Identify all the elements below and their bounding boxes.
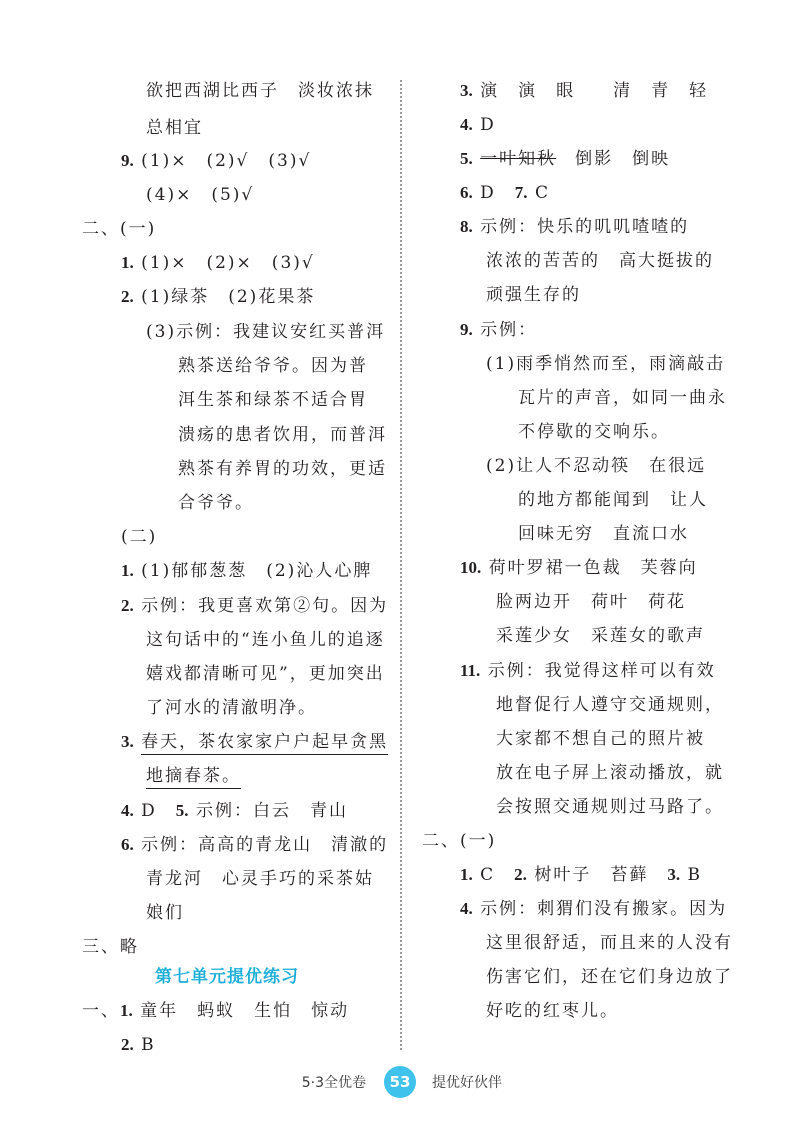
answer-line: 合爷爷。 — [178, 493, 254, 513]
question-9 — [121, 150, 311, 172]
answer-line: 大家都不想自己的照片被 — [496, 729, 705, 749]
question-number: 9. — [121, 151, 134, 170]
question-number: 6. — [460, 183, 473, 202]
question-number: 7. — [514, 183, 528, 202]
poem-line-1: 欲把西湖比西子 淡妆浓抹 — [146, 81, 374, 101]
answer-line: (3)示例：我建议安红买普洱 — [146, 322, 386, 342]
answer-line: 嬉戏都清晰可见”，更加突出 — [146, 664, 385, 684]
struck-answer: 一叶知秋 — [480, 149, 557, 169]
column-divider — [400, 80, 402, 1050]
question-6-7 — [460, 182, 550, 204]
question-6 — [121, 834, 388, 856]
section-heading: 二、(一) — [422, 831, 497, 851]
answer-text: C — [534, 183, 550, 203]
question-number: 11. — [460, 661, 481, 680]
answer-line: 熟茶有养胃的功效，更适 — [178, 459, 387, 479]
subsection-heading: (二) — [121, 527, 158, 547]
answer-line: 浓浓的苦苦的 高大挺拔的 — [486, 251, 714, 271]
question-9 — [460, 319, 537, 341]
answer-line: 会按照交通规则过马路了。 — [496, 797, 724, 817]
answer-text: B — [141, 1035, 156, 1055]
answer-text: 荷叶罗裙一色裁 芙蓉向 — [488, 558, 698, 578]
page-number-badge: 53 — [384, 1066, 416, 1098]
section-heading: 三、略 — [82, 937, 139, 957]
question-number: 8. — [460, 217, 473, 236]
answer-text: B — [687, 865, 702, 885]
question-5 — [460, 148, 670, 170]
answer-line: 采莲少女 采莲女的歌声 — [496, 626, 705, 646]
answer-line: 娘们 — [146, 903, 184, 923]
question-number: 10. — [460, 558, 482, 577]
underlined-answer: 地摘春茶。 — [146, 766, 241, 789]
question-number: 1. — [120, 1001, 133, 1020]
answer-line: 的地方都能闻到 让人 — [518, 490, 708, 510]
answer-line: 顽强生存的 — [486, 285, 581, 305]
question-8 — [460, 216, 689, 238]
answer-text: C — [480, 865, 515, 885]
question-number: 5. — [175, 801, 189, 820]
answer-line: 地督促行人遵守交通规则， — [496, 695, 724, 715]
answer-line: 溃疡的患者饮用，而普洱 — [178, 425, 387, 445]
answer-line: 不停歇的交响乐。 — [518, 422, 670, 442]
answer-line: 了河水的清澈明净。 — [146, 698, 317, 718]
question-2 — [121, 595, 388, 617]
page-footer — [0, 1066, 800, 1096]
answer-line: 熟茶送给爷爷。因为普 — [178, 356, 368, 376]
answer-text: 倒影 倒映 — [556, 149, 671, 169]
poem-line-2: 总相宜 — [146, 118, 203, 138]
answer-text: 示例：快乐的叽叽喳喳的 — [480, 217, 690, 237]
answer-line: 瓦片的声音，如同一曲永 — [518, 388, 727, 408]
question-number: 4. — [121, 801, 134, 820]
section-heading: 二、(一) — [82, 219, 157, 239]
answer-text: (1)郁郁葱葱 (2)沁人心脾 — [141, 561, 373, 581]
question-1 — [121, 252, 315, 274]
answer-line: (2)让人不忍动筷 在很远 — [486, 456, 707, 476]
answer-text: D — [480, 115, 496, 135]
answer-text: 童年 蚂蚁 生怕 惊动 — [140, 1001, 350, 1021]
question-number: 1. — [121, 561, 134, 580]
answer-text: 示例：高高的青龙山 清澈的 — [141, 835, 389, 855]
footer-brand: 5·3全优卷 — [301, 1075, 366, 1091]
answer-line: 伤害它们，还在它们身边放了 — [486, 967, 733, 987]
answer-line: 洱生茶和绿茶不适合胃 — [178, 390, 368, 410]
answer-line: 脸两边开 荷叶 荷花 — [496, 592, 686, 612]
question-number: 1. — [460, 865, 473, 884]
answer-line: 这句话中的“连小鱼儿的追逐 — [146, 630, 385, 650]
answer-text: 示例：我更喜欢第②句。因为 — [141, 596, 389, 616]
answer-line — [146, 765, 241, 787]
answer-line: 好吃的红枣儿。 — [486, 1001, 619, 1021]
answer-text: 演 演 眼 清 青 轻 — [480, 81, 709, 101]
answer-line: 回味无穷 直流口水 — [518, 524, 689, 544]
answer-text: 示例：白云 青山 — [195, 801, 348, 821]
answer-text: D — [141, 801, 176, 821]
question-1 — [82, 1000, 349, 1022]
answer-line: 放在电子屏上滚动播放，就 — [496, 763, 724, 783]
question-4-5 — [121, 800, 348, 822]
answer-text: D — [480, 183, 515, 203]
question-4 — [460, 898, 727, 920]
question-number: 2. — [121, 1035, 134, 1054]
section-label: 一、 — [82, 1001, 120, 1021]
answer-text: (1)绿茶 (2)花果茶 — [141, 287, 316, 307]
question-2 — [121, 1034, 156, 1056]
underlined-answer: 春天，茶农家家户户起早贪黑 — [141, 732, 388, 755]
answer-line: (4)× (5)√ — [146, 185, 255, 205]
question-3 — [460, 80, 708, 102]
answer-text: (1)× (2)× (3)√ — [141, 253, 315, 273]
answer-text: 示例：刺猬们没有搬家。因为 — [480, 899, 728, 919]
question-number: 3. — [121, 732, 134, 751]
question-number: 3. — [667, 865, 681, 884]
question-1 — [121, 560, 372, 582]
question-2 — [121, 286, 315, 308]
answer-text: (1)× (2)√ (3)√ — [141, 151, 312, 171]
answer-line: (1)雨季悄然而至，雨滴敲击 — [486, 354, 726, 374]
question-number: 9. — [460, 320, 473, 339]
question-number: 6. — [121, 835, 134, 854]
question-3 — [121, 731, 388, 753]
question-4 — [460, 114, 496, 136]
answer-line: 青龙河 心灵手巧的采茶姑 — [146, 869, 374, 889]
answer-text: 示例：我觉得这样可以有效 — [487, 661, 716, 681]
footer-slogan: 提优好伙伴 — [432, 1075, 502, 1091]
question-10 — [460, 557, 698, 579]
answer-text: 示例： — [480, 320, 538, 340]
answer-text: 树叶子 苔藓 — [534, 865, 668, 885]
question-1-2-3 — [460, 864, 702, 886]
question-number: 1. — [121, 253, 134, 272]
question-number: 2. — [121, 596, 134, 615]
question-number: 4. — [460, 899, 473, 918]
answer-line: 这里很舒适，而且来的人没有 — [486, 933, 733, 953]
question-number: 2. — [121, 287, 134, 306]
question-number: 5. — [460, 149, 473, 168]
question-11 — [460, 660, 716, 682]
unit-title: 第七单元提优练习 — [155, 967, 299, 987]
question-number: 4. — [460, 115, 473, 134]
question-number: 2. — [514, 865, 527, 884]
question-number: 3. — [460, 81, 473, 100]
